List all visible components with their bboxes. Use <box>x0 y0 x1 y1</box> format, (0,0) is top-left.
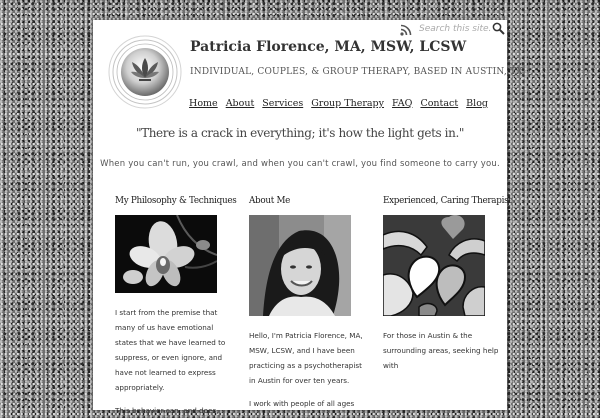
hero-quote: "There is a crack in everything; it's how the light gets in." <box>136 126 464 140</box>
column-experienced <box>383 196 512 373</box>
nav-contact[interactable]: Contact <box>420 98 459 109</box>
portrait-photo[interactable] <box>249 215 351 316</box>
column-paragraph: For those in Austin & the surrounding areas, seeking help with <box>383 331 499 370</box>
nav-about[interactable]: About <box>225 98 255 109</box>
column-paragraph: I start from the premise that many of us have emotional states that we have learned to suppress, or even ignore, and have not learned to express appropriately. <box>115 308 226 392</box>
column-heading[interactable]: Experienced, Caring Therapist <box>383 196 512 206</box>
search-input[interactable] <box>419 22 491 36</box>
column-paragraph: This behavior can, and does, <box>115 406 219 415</box>
nav-services[interactable]: Services <box>262 98 304 109</box>
column-philosophy <box>115 196 237 418</box>
nav-group-therapy[interactable]: Group Therapy <box>311 98 385 109</box>
nav-faq[interactable]: FAQ <box>392 98 413 109</box>
lotus-logo[interactable] <box>107 34 183 110</box>
nav-home[interactable]: Home <box>189 98 218 109</box>
hero-tagline: When you can't run, you crawl, and when you can't crawl, you find someone to carry you. <box>100 159 500 169</box>
rss-icon[interactable] <box>400 24 412 36</box>
main-nav <box>181 98 488 109</box>
column-heading[interactable]: My Philosophy & Techniques <box>115 196 237 206</box>
site-description: INDIVIDUAL, COUPLES, & GROUP THERAPY, BASED IN AUSTIN, TX <box>190 67 523 77</box>
column-paragraph: I work with people of all ages <box>249 399 355 408</box>
nav-blog[interactable]: Blog <box>466 98 488 109</box>
orchid-photo[interactable] <box>115 215 217 293</box>
column-heading[interactable]: About Me <box>249 196 291 206</box>
column-about <box>249 196 367 411</box>
hands-hearts-illustration[interactable] <box>383 215 485 316</box>
site-title[interactable]: Patricia Florence, MA, MSW, LCSW <box>190 39 467 55</box>
column-paragraph: Hello, I'm Patricia Florence, MA, MSW, LCSW, and I have been practicing as a psychotherapist in Austin for over ten years. <box>249 331 363 385</box>
page-container <box>93 20 523 415</box>
search-icon[interactable] <box>492 22 505 35</box>
